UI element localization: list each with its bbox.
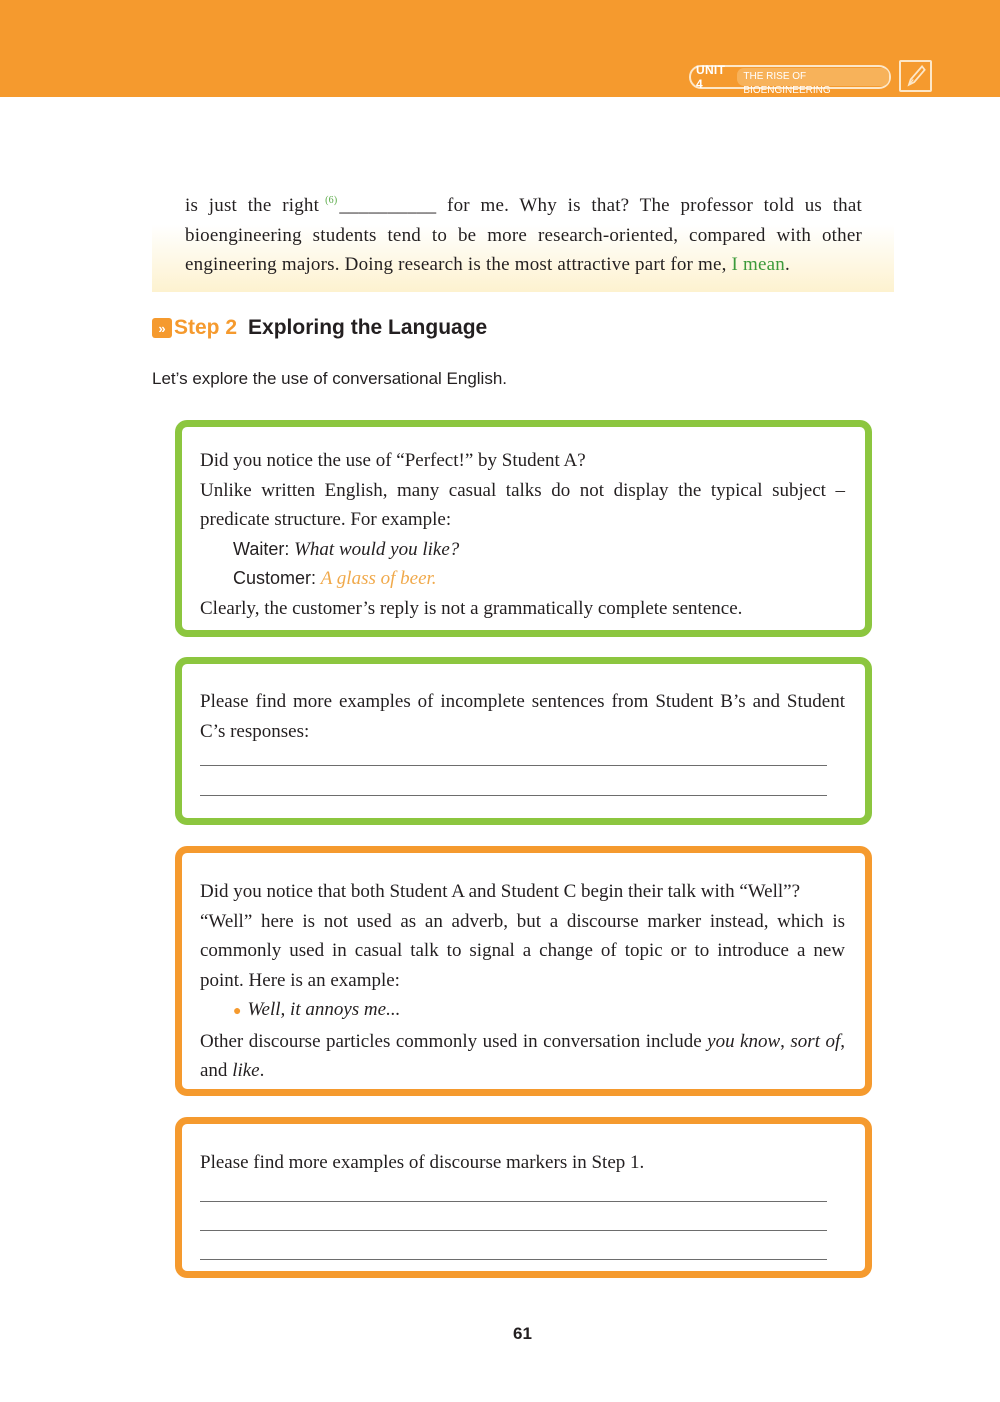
speaker-text: What would you like?	[294, 538, 460, 560]
answer-line[interactable]	[200, 1201, 827, 1202]
speaker-text: A glass of beer.	[320, 568, 437, 589]
text: ,	[780, 1030, 791, 1052]
unit-badge	[689, 63, 891, 96]
example-text: Well, it annoys me...	[247, 999, 401, 1020]
text: Other discourse particles commonly used in conversation include	[200, 1030, 708, 1052]
term: you know	[707, 1030, 781, 1052]
step-number: Step 2	[174, 316, 238, 339]
example-waiter	[200, 535, 845, 565]
header-bar	[0, 0, 1000, 97]
example-customer	[200, 564, 845, 594]
answer-line[interactable]	[200, 1230, 827, 1231]
fill-blank[interactable]: __________	[339, 195, 437, 216]
exercise-box-incomplete-sentences	[175, 657, 872, 825]
answer-line[interactable]	[200, 1259, 827, 1260]
info-box-discourse-markers	[175, 846, 872, 1096]
term: sort of	[790, 1030, 841, 1052]
text: for me. Why is that? The professor told us that bioengineering students tend to be more research-oriented, compared with other engineering majors. Doing research is the most attractive part for me,	[185, 195, 862, 275]
page-number: 61	[513, 1324, 532, 1343]
pen-icon	[899, 60, 932, 92]
double-chevron-icon: »	[152, 318, 172, 338]
term: like	[232, 1060, 260, 1081]
bullet-icon: ●	[233, 1004, 242, 1019]
text: .	[784, 254, 790, 275]
text: is just the right	[185, 195, 320, 216]
info-box-incomplete-sentences	[175, 420, 872, 637]
exercise-box-discourse-markers	[175, 1117, 872, 1278]
unit-title: THE RISE OF BIOENGINEERING	[737, 68, 889, 86]
box-text: “Well” here is not used as an adverb, but a discourse marker instead, which is commonly used in casual talk to signal a change of topic or to introduce a new point. Here is an example:	[200, 910, 845, 991]
blank-number: (6)	[325, 195, 338, 206]
reading-continuation	[185, 186, 862, 280]
box-text	[200, 1027, 845, 1086]
text: .	[259, 1060, 265, 1081]
text: , and	[200, 1030, 845, 1081]
section-intro: Let’s explore the use of conversational English.	[152, 369, 508, 388]
answer-line[interactable]	[200, 795, 827, 796]
highlighted-phrase: I mean	[731, 254, 785, 275]
exercise-prompt: Please find more examples of incomplete sentences from Student B’s and Student C’s responses:	[200, 691, 845, 742]
step-title: Exploring the Language	[248, 316, 488, 339]
speaker-label: Customer:	[233, 568, 317, 588]
box-text: Did you notice that both Student A and Student C begin their talk with “Well”?	[200, 881, 801, 902]
unit-label: UNIT 4	[696, 63, 726, 91]
exercise-prompt: Please find more examples of discourse markers in Step 1.	[200, 1152, 645, 1173]
box-text: Did you notice the use of “Perfect!” by Student A?	[200, 450, 586, 471]
section-heading	[152, 316, 487, 340]
example-item	[200, 995, 845, 1027]
speaker-label: Waiter:	[233, 538, 290, 559]
box-text: Clearly, the customer’s reply is not a grammatically complete sentence.	[200, 597, 743, 619]
answer-line[interactable]	[200, 765, 827, 766]
box-text: Unlike written English, many casual talks do not display the typical subject – predicate structure. For example:	[200, 479, 845, 530]
